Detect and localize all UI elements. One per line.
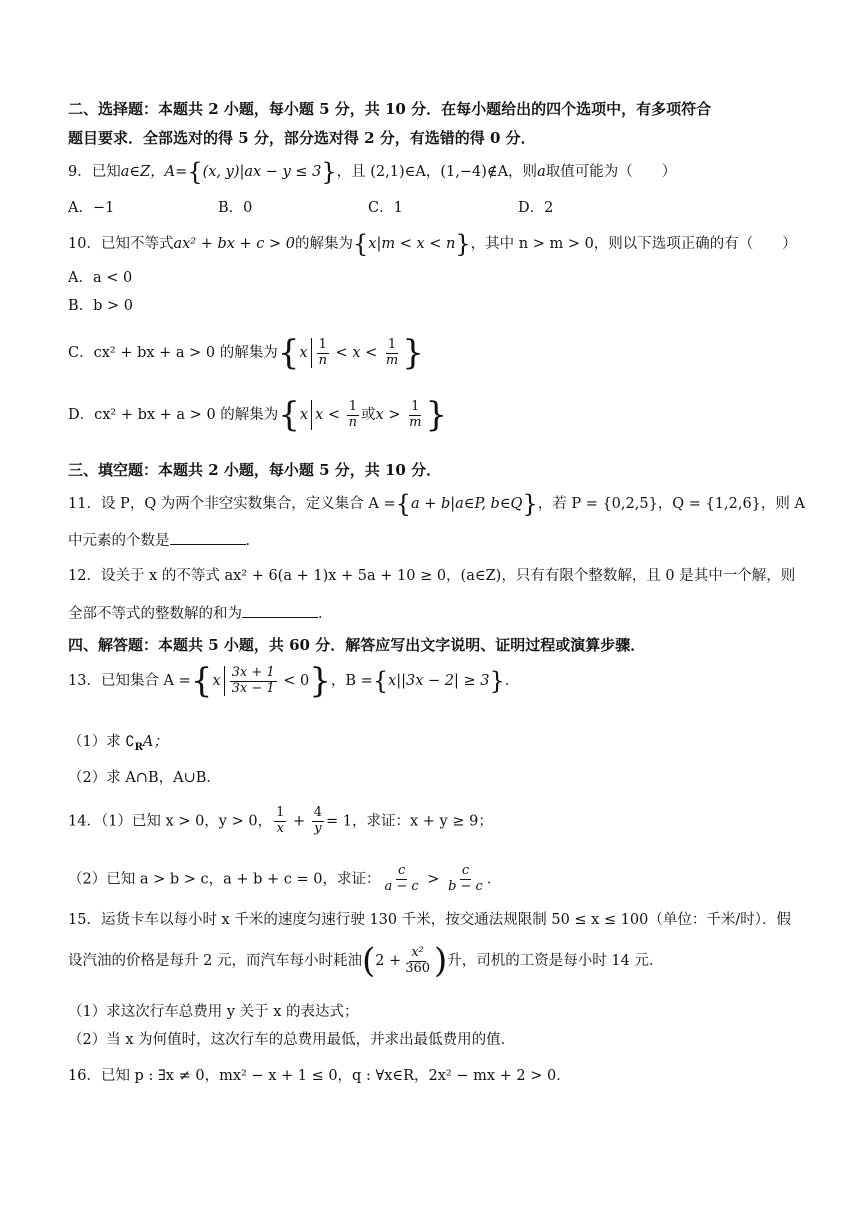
question-15-part-1: （1）求这次行车总费用 y 关于 x 的表达式； <box>68 1004 359 1020</box>
question-13-part-2: （2）求 A∩B，A∪B． <box>68 770 221 786</box>
section-4-title: 四、解答题：本题共 5 小题，共 60 分．解答应写出文字说明、证明过程或演算步骤． <box>68 636 646 654</box>
question-12: 12．设关于 x 的不等式 ax² + 6(a + 1)x + 5a + 10 ≥ 0，(a∈Z)，只有有限个整数解，且 0 是其中一个解，则 <box>68 568 796 584</box>
option-a: A．−1 <box>68 200 115 216</box>
question-16: 16．已知 p : ∃x ≠ 0，mx² − x + 1 ≤ 0，q : ∀x∈R，2x² − mx + 2 > 0． <box>68 1068 571 1084</box>
answer-blank <box>170 532 246 545</box>
question-13: 13．已知集合 A ={x $\frac{3x + 1}{3x - 1}$ < 0}，B ={x||3x − 2| ≥ 3}． <box>68 661 520 701</box>
question-12-line2: 全部不等式的整数解的和为 ． <box>68 606 333 622</box>
question-10-option-a: A．a < 0 <box>68 270 133 286</box>
question-11-line2: 中元素的个数是 ． <box>68 533 260 549</box>
question-15-line1: 15．运货卡车以每小时 x 千米的速度匀速行驶 130 千米，按交通法规限制 50 ≤ x ≤ 100（单位：千米/时）．假 <box>68 912 792 928</box>
question-10: 10．已知不等式ax² + bx + c > 0的解集为{x|m < x < n}，其中 n > m > 0，则以下选项正确的有（ ） <box>68 230 797 258</box>
question-10-option-d: D．cx² + bx + a > 0 的解集为{x x < $\frac{1}{n}$ 或x > $\frac{1}{m}$ } <box>68 395 448 435</box>
option-c: C．1 <box>368 200 403 216</box>
question-10-option-b: B．b > 0 <box>68 298 134 314</box>
section-3-title: 三、填空题：本题共 2 小题，每小题 5 分，共 10 分． <box>68 461 442 479</box>
section-2-title-line2: 题目要求．全部选对的得 5 分，部分选对得 2 分，有选错的得 0 分． <box>68 129 536 147</box>
question-15-line2: 设汽油的价格是每升 2 元，而汽车每小时耗油(2 + $\frac{\text{x²}}{360}$ )升，司机的工资是每小时 14 元． <box>68 941 664 981</box>
option-b: B．0 <box>218 200 253 216</box>
section-2-title-line1: 二、选择题：本题共 2 小题，每小题 5 分，共 10 分．在每小题给出的四个选项中，有多项符合 <box>68 100 712 118</box>
question-11: 11．设 P，Q 为两个非空实数集合，定义集合 A ={a + b|a∈P, b∈Q}，若 P = {0,2,5}，Q = {1,2,6}，则 A <box>68 490 805 518</box>
question-10-option-c: C．cx² + bx + a > 0 的解集为{x $\frac{1}{n}$ < x < $\frac{1}{m}$ } <box>68 333 424 373</box>
question-14-part-1: 14．（1）已知 x > 0，y > 0， $\frac{1}{x}$ + $\frac{4}{y}$ = 1，求证：x + y ≥ 9； <box>68 805 493 836</box>
question-14-part-2: （2）已知 a > b > c，a + b + c = 0，求证： $\frac{c}{a - c}$ > $\frac{c}{b - c}$ ． <box>68 863 502 894</box>
answer-blank <box>242 605 318 618</box>
question-9-options <box>68 200 668 217</box>
question-9: 9．已知a∈Z，A={(x, y)|ax − y ≤ 3}，且 (2,1)∈A，(1,−4)∉A，则a取值可能为（ ） <box>68 158 677 186</box>
option-d: D．2 <box>518 200 554 216</box>
question-15-part-2: （2）当 x 为何值时，这次行车的总费用最低，并求出最低费用的值． <box>68 1032 516 1048</box>
question-13-part-1: （1）求 $∁_RA$； <box>68 734 168 753</box>
